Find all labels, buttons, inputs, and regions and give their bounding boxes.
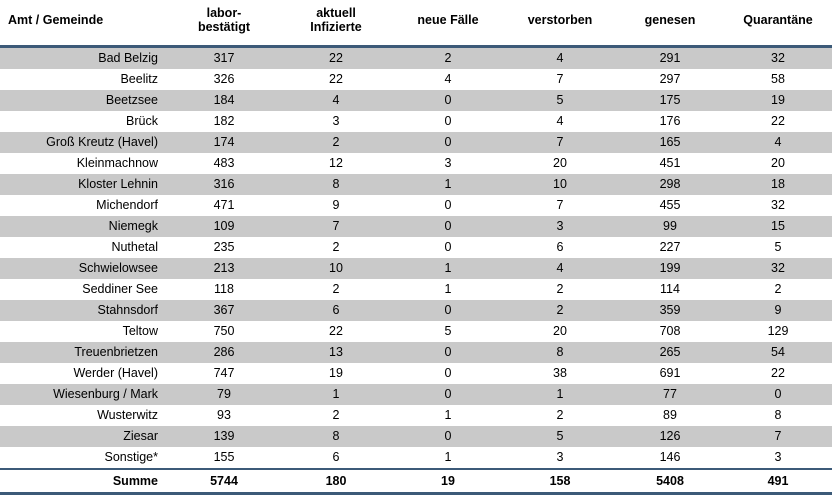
cell-new: 0 <box>392 195 504 216</box>
cell-active: 22 <box>280 321 392 342</box>
cell-new: 0 <box>392 300 504 321</box>
cell-new: 0 <box>392 90 504 111</box>
cell-new: 3 <box>392 153 504 174</box>
cell-municipality: Nuthetal <box>0 237 168 258</box>
cell-active: 8 <box>280 174 392 195</box>
cell-quarantine: 58 <box>724 69 832 90</box>
column-header-municipality-label: Amt / Gemeinde <box>8 13 104 28</box>
cell-active: 9 <box>280 195 392 216</box>
cell-new: 1 <box>392 174 504 195</box>
cell-recovered: 297 <box>616 69 724 90</box>
cell-total-quarantine: 491 <box>724 469 832 494</box>
cell-deaths: 2 <box>504 279 616 300</box>
cell-active: 8 <box>280 426 392 447</box>
cell-municipality: Teltow <box>0 321 168 342</box>
table-body <box>0 46 832 493</box>
table-row <box>0 195 832 216</box>
cell-active: 12 <box>280 153 392 174</box>
cell-new: 1 <box>392 258 504 279</box>
cell-deaths: 20 <box>504 321 616 342</box>
table-row <box>0 90 832 111</box>
cell-new: 0 <box>392 363 504 384</box>
cell-tested: 326 <box>168 69 280 90</box>
cell-deaths: 7 <box>504 69 616 90</box>
cell-active: 2 <box>280 405 392 426</box>
cell-deaths: 38 <box>504 363 616 384</box>
cell-quarantine: 7 <box>724 426 832 447</box>
cell-tested: 483 <box>168 153 280 174</box>
cell-deaths: 4 <box>504 111 616 132</box>
cell-total-label: Summe <box>0 469 168 494</box>
cell-quarantine: 22 <box>724 363 832 384</box>
cell-recovered: 175 <box>616 90 724 111</box>
cell-tested: 184 <box>168 90 280 111</box>
cell-tested: 139 <box>168 426 280 447</box>
cell-tested: 213 <box>168 258 280 279</box>
cell-tested: 109 <box>168 216 280 237</box>
cell-quarantine: 32 <box>724 46 832 69</box>
column-header-lab-confirmed-line1: labor- <box>206 6 242 20</box>
cell-municipality: Michendorf <box>0 195 168 216</box>
cell-new: 0 <box>392 216 504 237</box>
cell-tested: 118 <box>168 279 280 300</box>
cell-municipality: Wiesenburg / Mark <box>0 384 168 405</box>
column-header-quarantine-label: Quarantäne <box>743 13 813 28</box>
cell-recovered: 126 <box>616 426 724 447</box>
cell-recovered: 451 <box>616 153 724 174</box>
cell-recovered: 691 <box>616 363 724 384</box>
cell-total-new: 19 <box>392 469 504 494</box>
table-total-row <box>0 469 832 494</box>
cell-quarantine: 9 <box>724 300 832 321</box>
table-header-row <box>0 0 832 46</box>
cell-recovered: 227 <box>616 237 724 258</box>
cell-active: 3 <box>280 111 392 132</box>
cell-active: 1 <box>280 384 392 405</box>
column-header-currently-infected-line2: Infizierte <box>310 20 362 35</box>
cell-tested: 747 <box>168 363 280 384</box>
cell-deaths: 3 <box>504 216 616 237</box>
cell-deaths: 2 <box>504 300 616 321</box>
table-row <box>0 342 832 363</box>
cell-active: 13 <box>280 342 392 363</box>
cell-deaths: 5 <box>504 90 616 111</box>
cell-total-deaths: 158 <box>504 469 616 494</box>
cell-new: 0 <box>392 237 504 258</box>
cell-municipality: Beelitz <box>0 69 168 90</box>
column-header-lab-confirmed-line2: bestätigt <box>197 20 251 35</box>
cell-active: 7 <box>280 216 392 237</box>
cell-deaths: 1 <box>504 384 616 405</box>
cell-tested: 367 <box>168 300 280 321</box>
cell-deaths: 8 <box>504 342 616 363</box>
cell-active: 22 <box>280 69 392 90</box>
column-header-lab-confirmed <box>168 0 280 46</box>
cell-tested: 93 <box>168 405 280 426</box>
cell-active: 2 <box>280 237 392 258</box>
cell-municipality: Kleinmachnow <box>0 153 168 174</box>
cell-deaths: 4 <box>504 258 616 279</box>
table-row <box>0 405 832 426</box>
cell-quarantine: 129 <box>724 321 832 342</box>
cell-deaths: 4 <box>504 46 616 69</box>
cell-quarantine: 54 <box>724 342 832 363</box>
cell-quarantine: 3 <box>724 447 832 469</box>
table-row <box>0 258 832 279</box>
cell-active: 2 <box>280 279 392 300</box>
cell-municipality: Brück <box>0 111 168 132</box>
cell-tested: 174 <box>168 132 280 153</box>
table-row <box>0 363 832 384</box>
cell-total-active: 180 <box>280 469 392 494</box>
column-header-recovered <box>616 0 724 46</box>
cell-tested: 182 <box>168 111 280 132</box>
column-header-deceased-label: verstorben <box>527 13 593 28</box>
cell-municipality: Stahnsdorf <box>0 300 168 321</box>
cell-municipality: Kloster Lehnin <box>0 174 168 195</box>
cell-quarantine: 22 <box>724 111 832 132</box>
cell-new: 1 <box>392 405 504 426</box>
cell-deaths: 6 <box>504 237 616 258</box>
cell-quarantine: 8 <box>724 405 832 426</box>
cell-recovered: 99 <box>616 216 724 237</box>
cell-tested: 155 <box>168 447 280 469</box>
cell-quarantine: 20 <box>724 153 832 174</box>
cell-deaths: 10 <box>504 174 616 195</box>
cell-new: 0 <box>392 111 504 132</box>
table-row <box>0 279 832 300</box>
cell-tested: 471 <box>168 195 280 216</box>
cell-recovered: 77 <box>616 384 724 405</box>
cell-municipality: Groß Kreutz (Havel) <box>0 132 168 153</box>
cell-recovered: 359 <box>616 300 724 321</box>
cell-new: 0 <box>392 426 504 447</box>
cell-recovered: 265 <box>616 342 724 363</box>
table-row <box>0 132 832 153</box>
table-row <box>0 111 832 132</box>
cell-municipality: Wusterwitz <box>0 405 168 426</box>
cell-new: 5 <box>392 321 504 342</box>
cell-municipality: Ziesar <box>0 426 168 447</box>
cell-new: 1 <box>392 447 504 469</box>
cell-quarantine: 32 <box>724 195 832 216</box>
table-row <box>0 447 832 469</box>
cell-municipality: Schwielowsee <box>0 258 168 279</box>
cell-new: 2 <box>392 46 504 69</box>
cell-municipality: Niemegk <box>0 216 168 237</box>
cell-deaths: 7 <box>504 132 616 153</box>
table-row <box>0 153 832 174</box>
cell-municipality: Werder (Havel) <box>0 363 168 384</box>
cell-deaths: 3 <box>504 447 616 469</box>
cell-recovered: 146 <box>616 447 724 469</box>
cell-quarantine: 0 <box>724 384 832 405</box>
cell-recovered: 298 <box>616 174 724 195</box>
table-row <box>0 216 832 237</box>
cell-new: 0 <box>392 342 504 363</box>
column-header-quarantine <box>724 0 832 46</box>
cell-recovered: 455 <box>616 195 724 216</box>
cell-tested: 316 <box>168 174 280 195</box>
cell-active: 6 <box>280 300 392 321</box>
cell-new: 4 <box>392 69 504 90</box>
cell-tested: 317 <box>168 46 280 69</box>
cell-municipality: Treuenbrietzen <box>0 342 168 363</box>
column-header-currently-infected-line1: aktuell <box>316 6 356 20</box>
table-row <box>0 321 832 342</box>
cell-deaths: 20 <box>504 153 616 174</box>
cell-quarantine: 15 <box>724 216 832 237</box>
cell-deaths: 7 <box>504 195 616 216</box>
cell-municipality: Bad Belzig <box>0 46 168 69</box>
table-header <box>0 0 832 46</box>
cell-municipality: Seddiner See <box>0 279 168 300</box>
cell-active: 4 <box>280 90 392 111</box>
cell-municipality: Sonstige* <box>0 447 168 469</box>
table-row <box>0 69 832 90</box>
cell-new: 0 <box>392 132 504 153</box>
cell-tested: 79 <box>168 384 280 405</box>
cell-deaths: 5 <box>504 426 616 447</box>
cell-total-tested: 5744 <box>168 469 280 494</box>
cell-active: 19 <box>280 363 392 384</box>
column-header-recovered-label: genesen <box>644 13 696 28</box>
table-row <box>0 384 832 405</box>
cell-municipality: Beetzsee <box>0 90 168 111</box>
cell-recovered: 708 <box>616 321 724 342</box>
cell-quarantine: 5 <box>724 237 832 258</box>
cell-active: 2 <box>280 132 392 153</box>
cell-new: 1 <box>392 279 504 300</box>
column-header-currently-infected <box>280 0 392 46</box>
table-row <box>0 426 832 447</box>
cell-total-recovered: 5408 <box>616 469 724 494</box>
cell-quarantine: 4 <box>724 132 832 153</box>
column-header-new-cases-label: neue Fälle <box>417 13 479 28</box>
cell-active: 6 <box>280 447 392 469</box>
cell-active: 22 <box>280 46 392 69</box>
cell-recovered: 199 <box>616 258 724 279</box>
cell-recovered: 176 <box>616 111 724 132</box>
cell-active: 10 <box>280 258 392 279</box>
column-header-new-cases <box>392 0 504 46</box>
cell-quarantine: 32 <box>724 258 832 279</box>
cell-quarantine: 2 <box>724 279 832 300</box>
cell-new: 0 <box>392 384 504 405</box>
table-row <box>0 46 832 69</box>
cell-tested: 750 <box>168 321 280 342</box>
column-header-municipality <box>0 0 168 46</box>
table-row <box>0 300 832 321</box>
column-header-deceased <box>504 0 616 46</box>
table-row <box>0 237 832 258</box>
cell-tested: 286 <box>168 342 280 363</box>
cell-quarantine: 19 <box>724 90 832 111</box>
cell-tested: 235 <box>168 237 280 258</box>
cell-quarantine: 18 <box>724 174 832 195</box>
cell-recovered: 114 <box>616 279 724 300</box>
cell-recovered: 291 <box>616 46 724 69</box>
table-row <box>0 174 832 195</box>
cell-recovered: 165 <box>616 132 724 153</box>
cell-deaths: 2 <box>504 405 616 426</box>
cell-recovered: 89 <box>616 405 724 426</box>
